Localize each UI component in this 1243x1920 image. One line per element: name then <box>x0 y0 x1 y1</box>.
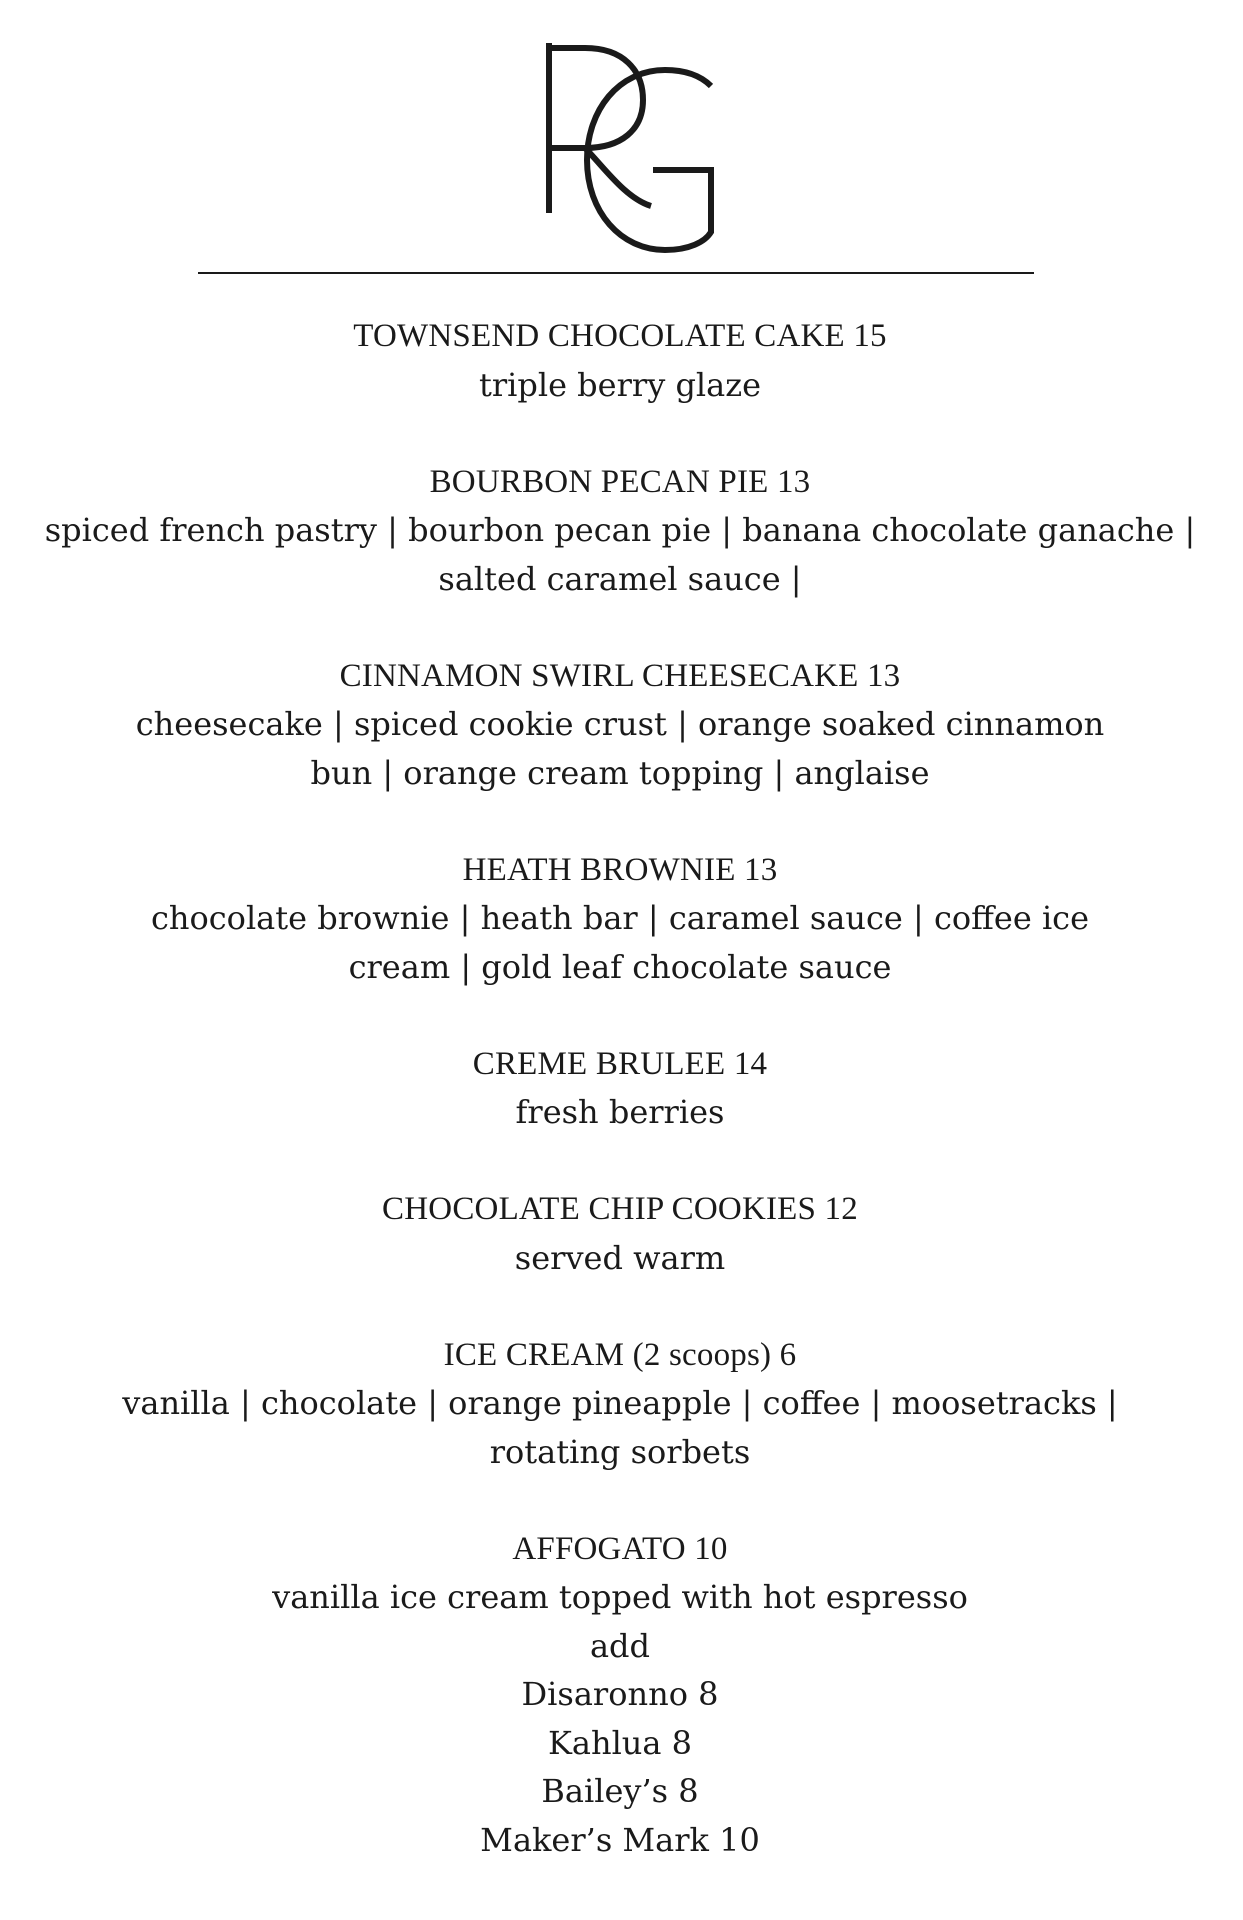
menu-item <box>40 1040 1200 1137</box>
rg-monogram-logo <box>533 38 715 258</box>
menu-item <box>40 652 1200 798</box>
menu-item-description: chocolate brownie | heath bar | caramel sauce | coffee ice cream | gold leaf chocolate sauce <box>150 899 1090 986</box>
menu-item <box>40 312 1200 409</box>
menu-item <box>40 1331 1200 1477</box>
menu-item-title: BOURBON PECAN PIE 13 <box>429 463 811 500</box>
menu-item <box>40 458 1200 604</box>
addon-item: Bailey’s 8 <box>541 1772 699 1810</box>
menu-item-description: served warm <box>514 1238 726 1277</box>
menu-item <box>40 1185 1200 1282</box>
menu-item <box>40 1525 1200 1865</box>
menu-item-description: cheesecake | spiced cookie crust | orange soaked cinnamon bun | orange cream topping | anglaise <box>135 705 1105 792</box>
header-divider <box>198 272 1034 274</box>
menu-item-title: TOWNSEND CHOCOLATE CAKE 15 <box>353 318 887 354</box>
menu-item-title: CREME BRULEE 14 <box>472 1045 768 1082</box>
menu-item-title: ICE CREAM (2 scoops) 6 <box>443 1336 797 1373</box>
menu-item-title: CHOCOLATE CHIP COOKIES 12 <box>382 1191 858 1227</box>
menu-list <box>40 312 1200 1913</box>
menu-item-description: triple berry glaze <box>478 365 762 404</box>
menu-item-title: AFFOGATO 10 <box>512 1530 728 1567</box>
addon-item: Maker’s Mark 10 <box>480 1820 760 1859</box>
menu-item-description: vanilla ice cream topped with hot espresso <box>272 1578 968 1616</box>
menu-item-title: CINNAMON SWIRL CHEESECAKE 13 <box>339 657 901 694</box>
addon-item: Disaronno 8 <box>521 1675 719 1713</box>
menu-item-description: spiced french pastry | bourbon pecan pie | banana chocolate ganache | salted caramel sauce | <box>44 511 1196 598</box>
menu-item <box>40 846 1200 992</box>
menu-item-description: vanilla | chocolate | orange pineapple | coffee | moosetracks | rotating sorbets <box>122 1384 1118 1471</box>
menu-item-description: fresh berries <box>515 1093 725 1131</box>
addon-label: add <box>589 1626 651 1665</box>
menu-item-title: HEATH BROWNIE 13 <box>462 851 778 888</box>
addon-item: Kahlua 8 <box>547 1723 693 1762</box>
